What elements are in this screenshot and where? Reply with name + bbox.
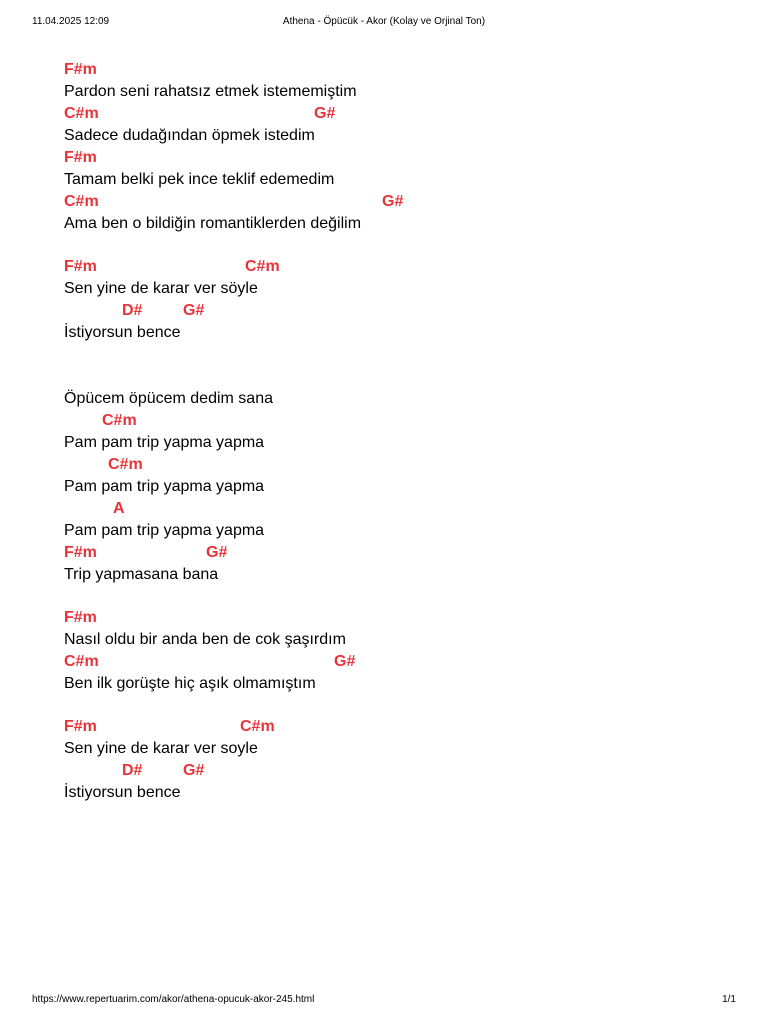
chord-line — [64, 192, 404, 212]
chord: F#m — [64, 544, 97, 561]
lyric-line: Sen yine de karar ver soyle — [64, 740, 258, 757]
chord-line — [64, 257, 280, 277]
lyric-line: Ama ben o bildiğin romantiklerden değilim — [64, 215, 362, 232]
chord-line — [64, 761, 205, 781]
chord-line — [64, 411, 137, 431]
chord: C#m — [245, 258, 280, 275]
lyric-line: Öpücem öpücem dedim sana — [64, 390, 273, 407]
chord: D# — [122, 762, 143, 779]
chord: G# — [314, 105, 336, 122]
chord-line — [64, 60, 97, 80]
chord: G# — [183, 762, 205, 779]
print-title: Athena - Öpücük - Akor (Kolay ve Orjinal Ton) — [282, 16, 486, 27]
chord: F#m — [64, 258, 97, 275]
lyric-line: Pardon seni rahatsız etmek istememiştim — [64, 83, 357, 100]
lyric-line: Nasıl oldu bir anda ben de cok şaşırdım — [64, 631, 346, 648]
chord-line — [64, 543, 228, 563]
chord-line — [64, 652, 356, 672]
chord: G# — [206, 544, 228, 561]
chord: F#m — [64, 718, 97, 735]
chord: G# — [382, 193, 404, 210]
lyric-line: Ben ilk gorüşte hiç aşık olmamıştım — [64, 675, 316, 692]
chord: C#m — [240, 718, 275, 735]
song-sheet — [64, 0, 744, 990]
chord: C#m — [108, 456, 143, 473]
lyric-line: Pam pam trip yapma yapma — [64, 434, 265, 451]
lyric-line: Pam pam trip yapma yapma — [64, 478, 265, 495]
chord: F#m — [64, 149, 97, 166]
chord: C#m — [64, 653, 99, 670]
chord: D# — [122, 302, 143, 319]
print-footer — [0, 994, 768, 1008]
chord: C#m — [102, 412, 137, 429]
lyric-line: İstiyorsun bence — [64, 784, 181, 801]
chord: C#m — [64, 193, 99, 210]
chord: G# — [183, 302, 205, 319]
chord-line — [64, 148, 97, 168]
chord: F#m — [64, 61, 97, 78]
lyric-line: Trip yapmasana bana — [64, 566, 219, 583]
print-url: https://www.repertuarim.com/akor/athena-opucuk-akor-245.html — [32, 994, 315, 1005]
lyric-line: Sen yine de karar ver söyle — [64, 280, 258, 297]
lyric-line: Tamam belki pek ince teklif edemedim — [64, 171, 335, 188]
print-datetime: 11.04.2025 12:09 — [32, 16, 110, 27]
chord-line — [64, 455, 143, 475]
chord: C#m — [64, 105, 99, 122]
chord-line — [64, 301, 205, 321]
page-number: 1/1 — [722, 994, 736, 1005]
chord: A — [113, 500, 125, 517]
chord-line — [64, 499, 125, 519]
chord-line — [64, 608, 97, 628]
chord: F#m — [64, 609, 97, 626]
chord: G# — [334, 653, 356, 670]
chord-line — [64, 104, 336, 124]
lyric-line: Pam pam trip yapma yapma — [64, 522, 265, 539]
lyric-line: İstiyorsun bence — [64, 324, 181, 341]
lyric-line: Sadece dudağından öpmek istedim — [64, 127, 315, 144]
chord-line — [64, 717, 275, 737]
